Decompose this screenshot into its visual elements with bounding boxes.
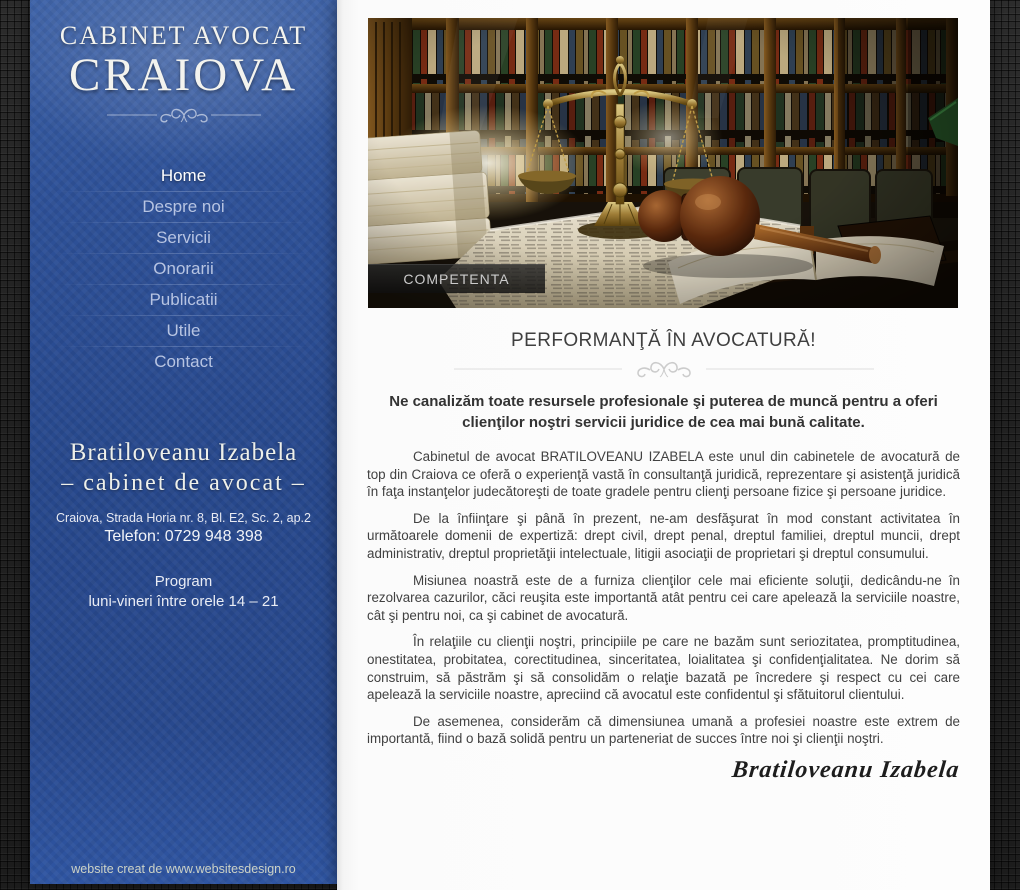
sidebar-navigation [30, 160, 337, 377]
page-title: PERFORMANŢĂ ÎN AVOCATURĂ! [511, 330, 816, 351]
lawyer-identity [30, 438, 337, 498]
body-paragraph: Cabinetul de avocat BRATILOVEANU IZABELA este unul din cabinetele de avocatură de top din Craiova ce oferă o experienţă vastă în consultanţă juridică, reprezentare şi asistenţă juridică în faţa instanţelor judecătoreşti de toate gradele pentru clienţi persoane fizice şi persoane juridice. [367, 449, 960, 500]
logo-line1: CABINET AVOCAT [59, 21, 308, 50]
sidebar-item-home[interactable]: Home [160, 166, 207, 185]
office-phone: Telefon: 0729 948 398 [104, 528, 263, 545]
body-paragraph: De asemenea, considerăm că dimensiunea umană a profesiei noastre este extrem de importantă, fiind o bază solidă pentru un parteneriat de succes între noi şi clienţii noştri. [367, 713, 960, 747]
hero-image [368, 18, 958, 308]
office-hours-value: luni-vineri între orele 14 – 21 [88, 593, 279, 610]
office-hours-title: Program [154, 573, 213, 590]
sidebar-item-utile[interactable]: Utile [30, 315, 337, 346]
intro-statement: Ne canalizăm toate resursele profesionale şi puterea de muncă pentru a oferi clienţilor noştri servicii juridice de cea mai bună calitate. [389, 393, 938, 431]
lawyer-subtitle: – cabinet de avocat – [61, 470, 306, 496]
office-hours [30, 572, 337, 612]
article-body [367, 448, 960, 784]
flourish-ornament-icon [30, 106, 337, 129]
main-content [337, 0, 990, 890]
lawyer-signature: Bratiloveanu Izabela [730, 756, 961, 783]
site-logo[interactable] [30, 22, 337, 129]
sidebar-item-publicatii[interactable]: Publicatii [30, 284, 337, 315]
sidebar-item-servicii[interactable]: Servicii [30, 222, 337, 253]
sidebar-item-contact[interactable]: Contact [30, 346, 337, 377]
sidebar-item-onorarii[interactable]: Onorarii [30, 253, 337, 284]
hero-caption: COMPETENTA [368, 264, 545, 293]
office-address: Craiova, Strada Horia nr. 8, Bl. E2, Sc. 2, ap.2 [56, 511, 311, 525]
site-credit-link[interactable]: website creat de www.websitesdesign.ro [71, 862, 296, 876]
sidebar-item-despre-noi[interactable]: Despre noi [30, 191, 337, 222]
logo-line2: CRAIOVA [68, 49, 299, 101]
body-paragraph: Misiunea noastră este de a furniza clienţilor cele mai eficiente soluţii, dedicându-ne în rezolvarea cazurilor, căci reuşita este importantă atât pentru cei care apelează la serviciile noastre, cât şi pentru noi, ca şi cabinet de avocatură. [367, 572, 960, 623]
flourish-divider-icon [337, 357, 990, 386]
body-paragraph: În relaţiile cu clienţii noştri, principiile pe care ne bazăm sunt seriozitatea, promptitudinea, onestitatea, probitatea, corectitudinea, sinceritatea, loialitatea şi confidenţialitatea. Ne dorim să construim, să păstrăm şi să consolidăm o relaţie bazată pe încredere şi respect cu cei care apelează la serviciile noastre, apreciind că avocatul este confidentul şi sfătuitorul clientului. [367, 634, 960, 703]
lawyer-name: Bratiloveanu Izabela [69, 439, 298, 466]
sidebar [30, 0, 337, 884]
body-paragraph: De la înfiinţare şi până în prezent, ne-am desfăşurat în mod constant activitatea în următoarele domenii de expertiză: drept civil, drept penal, dreptul familiei, dreptul muncii, drept administrativ, dreptul proprietăţii intelectuale, litigii asociaţii de proprietari şi dreptul consumului. [367, 510, 960, 561]
